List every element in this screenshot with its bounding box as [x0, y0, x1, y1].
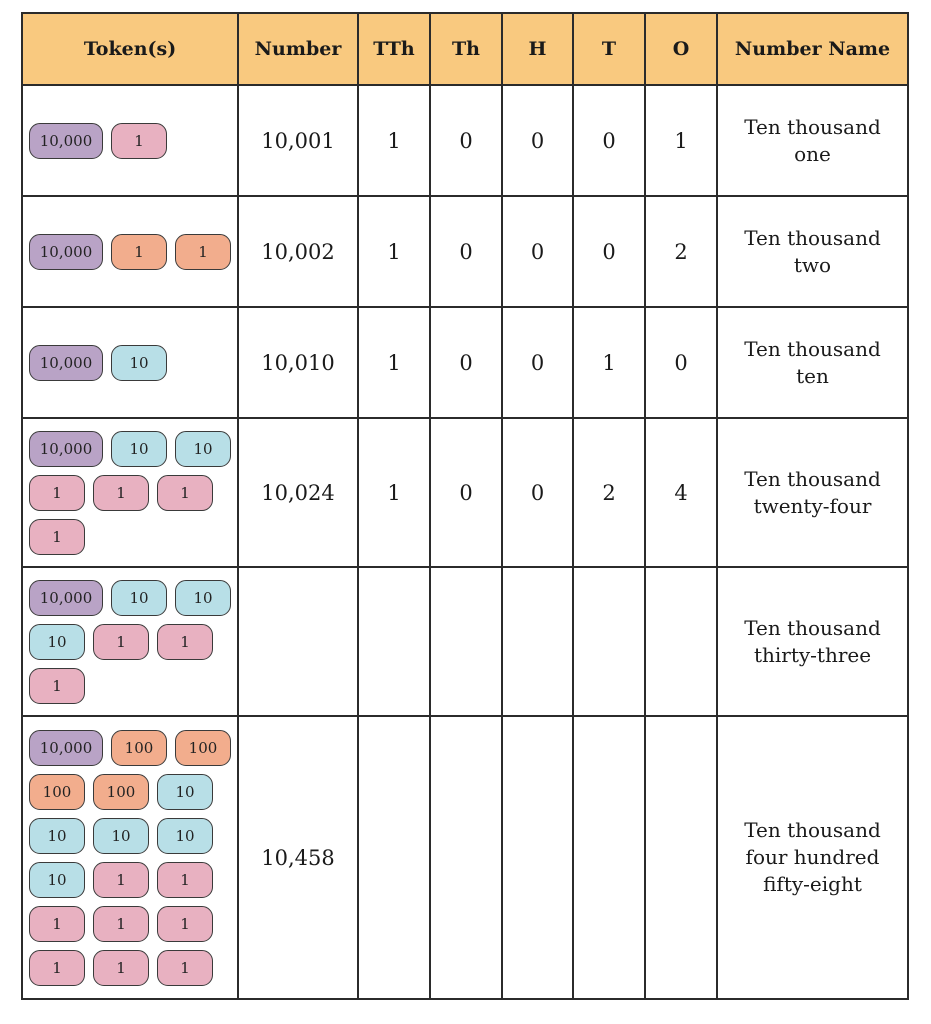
- header-number: Number: [238, 13, 358, 85]
- hundreds-digit: 0: [502, 196, 573, 307]
- place-value-token: 1: [93, 950, 149, 986]
- number-cell: 10,024: [238, 418, 358, 567]
- place-value-token: 100: [111, 730, 167, 766]
- place-value-token: 1: [29, 668, 85, 704]
- place-value-token: 10: [93, 818, 149, 854]
- place-value-token: 10: [29, 862, 85, 898]
- number-cell: 10,010: [238, 307, 358, 418]
- number-name-cell: [717, 307, 908, 418]
- number-name-line: four hundred: [745, 845, 880, 869]
- header-tens: T: [573, 13, 645, 85]
- hundreds-digit: 0: [502, 85, 573, 196]
- ten-thousands-digit: 1: [358, 418, 430, 567]
- place-value-token: 10,000: [29, 730, 103, 766]
- number-cell: 10,458: [238, 716, 358, 999]
- number-name-line: Ten thousand: [744, 114, 881, 139]
- hundreds-digit: [502, 567, 573, 716]
- place-value-token: 1: [29, 519, 85, 555]
- place-value-token: 10,000: [29, 345, 103, 381]
- tens-digit: 2: [573, 418, 645, 567]
- place-value-token: 100: [175, 730, 231, 766]
- table-row: [22, 85, 908, 196]
- number-name-line: Ten thousand: [744, 225, 881, 250]
- ones-digit: [645, 716, 717, 999]
- tokens-cell: [22, 716, 238, 999]
- place-value-token: 1: [111, 123, 167, 159]
- thousands-digit: [430, 567, 502, 716]
- tens-digit: [573, 716, 645, 999]
- ten-thousands-digit: 1: [358, 85, 430, 196]
- header-ones: O: [645, 13, 717, 85]
- table-row: [22, 716, 908, 999]
- ones-digit: 4: [645, 418, 717, 567]
- header-hundreds: H: [502, 13, 573, 85]
- number-name-line: Ten thousand: [744, 818, 881, 842]
- number-name-cell: [717, 196, 908, 307]
- place-value-token: 10: [29, 818, 85, 854]
- ones-digit: 2: [645, 196, 717, 307]
- place-value-token: 1: [111, 234, 167, 270]
- place-value-token: 1: [175, 234, 231, 270]
- place-value-token: 10: [111, 580, 167, 616]
- ones-digit: [645, 567, 717, 716]
- place-value-token: 1: [93, 906, 149, 942]
- thousands-digit: 0: [430, 418, 502, 567]
- token-group: [29, 580, 241, 704]
- header-thousands: Th: [430, 13, 502, 85]
- place-value-token: 10,000: [29, 234, 103, 270]
- number-cell: 10,002: [238, 196, 358, 307]
- place-value-token: 1: [157, 950, 213, 986]
- place-value-token: 1: [29, 906, 85, 942]
- table-row: [22, 567, 908, 716]
- thousands-digit: 0: [430, 307, 502, 418]
- place-value-token: 10: [111, 345, 167, 381]
- hundreds-digit: 0: [502, 418, 573, 567]
- token-group: [29, 123, 241, 159]
- place-value-token: 1: [93, 475, 149, 511]
- place-value-token: 10: [157, 774, 213, 810]
- place-value-token: 10: [175, 431, 231, 467]
- number-name-line: Ten thousand: [744, 336, 881, 361]
- table-row: [22, 418, 908, 567]
- tens-digit: 0: [573, 85, 645, 196]
- tokens-cell: [22, 307, 238, 418]
- number-cell: 10,001: [238, 85, 358, 196]
- hundreds-digit: [502, 716, 573, 999]
- number-name-line: thirty-three: [753, 642, 872, 667]
- tens-digit: 0: [573, 196, 645, 307]
- token-group: [29, 730, 241, 986]
- thousands-digit: [430, 716, 502, 999]
- place-value-token: 1: [29, 475, 85, 511]
- number-name-line: ten: [796, 363, 829, 388]
- place-value-token: 1: [93, 862, 149, 898]
- number-name-line: twenty-four: [753, 493, 872, 518]
- place-value-token: 1: [157, 475, 213, 511]
- ones-digit: 0: [645, 307, 717, 418]
- tokens-cell: [22, 85, 238, 196]
- thousands-digit: 0: [430, 196, 502, 307]
- number-name-cell: [717, 716, 908, 999]
- place-value-token: 1: [29, 950, 85, 986]
- tokens-cell: [22, 567, 238, 716]
- number-name-line: two: [793, 252, 832, 277]
- place-value-table: [21, 12, 909, 1000]
- place-value-token: 10: [29, 624, 85, 660]
- table-row: [22, 196, 908, 307]
- place-value-token: 10,000: [29, 580, 103, 616]
- place-value-token: 100: [29, 774, 85, 810]
- place-value-token: 10,000: [29, 431, 103, 467]
- place-value-token: 100: [93, 774, 149, 810]
- number-name-line: fifty-eight: [763, 872, 862, 896]
- place-value-token: 1: [157, 624, 213, 660]
- ones-digit: 1: [645, 85, 717, 196]
- tokens-cell: [22, 196, 238, 307]
- header-tokens: Token(s): [22, 13, 238, 85]
- token-group: [29, 345, 241, 381]
- number-name-cell: [717, 567, 908, 716]
- token-group: [29, 431, 241, 555]
- place-value-token: 10: [157, 818, 213, 854]
- thousands-digit: 0: [430, 85, 502, 196]
- tens-digit: [573, 567, 645, 716]
- ten-thousands-digit: [358, 716, 430, 999]
- ten-thousands-digit: 1: [358, 307, 430, 418]
- header-ten-thousands: TTh: [358, 13, 430, 85]
- tokens-cell: [22, 418, 238, 567]
- number-cell: [238, 567, 358, 716]
- table-row: [22, 307, 908, 418]
- tens-digit: 1: [573, 307, 645, 418]
- ten-thousands-digit: 1: [358, 196, 430, 307]
- token-group: [29, 234, 241, 270]
- place-value-token: 1: [93, 624, 149, 660]
- place-value-token: 10: [111, 431, 167, 467]
- place-value-token: 10,000: [29, 123, 103, 159]
- hundreds-digit: 0: [502, 307, 573, 418]
- place-value-token: 1: [157, 862, 213, 898]
- ten-thousands-digit: [358, 567, 430, 716]
- number-name-cell: [717, 85, 908, 196]
- number-name-line: one: [794, 141, 831, 166]
- header-row: [22, 13, 908, 85]
- number-name-line: Ten thousand: [744, 466, 881, 491]
- header-number-name: Number Name: [717, 13, 908, 85]
- number-name-cell: [717, 418, 908, 567]
- place-value-token: 1: [157, 906, 213, 942]
- number-name-line: Ten thousand: [744, 615, 881, 640]
- place-value-token: 10: [175, 580, 231, 616]
